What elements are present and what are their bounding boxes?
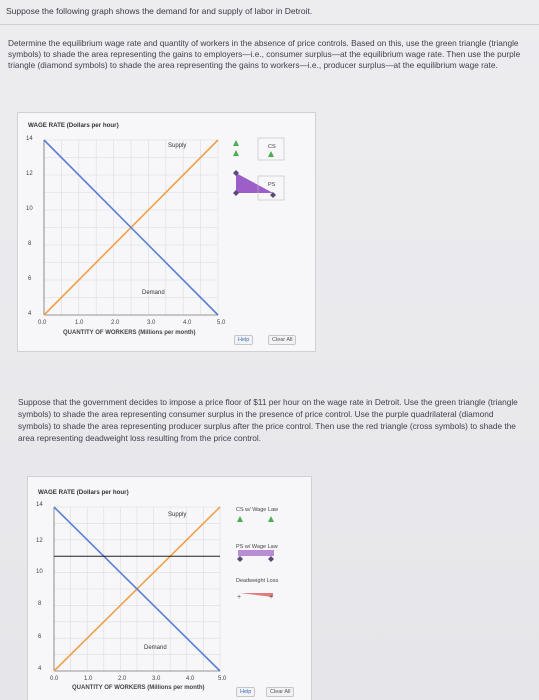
g2-xtick-2: 2.0 (118, 676, 127, 682)
g2-ytick-4: 4 (38, 666, 42, 672)
g2-ps-label: PS w/ Wage Law (236, 544, 278, 550)
g2-supply-label: Supply (168, 512, 187, 518)
g2-xtick-4: 4.0 (186, 676, 195, 682)
g1-ytick-6: 6 (28, 276, 32, 282)
question-line: Suppose the following graph shows the demand for and supply of labor in Detroit. (6, 6, 313, 16)
g2-demand-label: Demand (144, 645, 167, 651)
g1-cs-tool-icon[interactable] (268, 151, 274, 157)
g2-ps-palette-diamond-1[interactable] (237, 556, 243, 562)
g2-xtick-0: 0.0 (50, 676, 59, 682)
divider (0, 24, 539, 25)
g2-help-button[interactable]: Help (236, 687, 255, 697)
g1-cs-palette-triangle-2[interactable] (233, 150, 239, 156)
g1-xlabel: QUANTITY OF WORKERS (Millions per month) (63, 330, 196, 336)
g1-xtick-2: 2.0 (111, 320, 120, 326)
g2-xtick-3: 3.0 (152, 676, 161, 682)
g2-ytick-12: 12 (36, 538, 43, 544)
g2-dwl-label: Deadweight Loss (236, 578, 279, 584)
g1-xtick-3: 3.0 (147, 320, 156, 326)
g2-ytick-10: 10 (36, 569, 43, 575)
g2-xlabel: QUANTITY OF WORKERS (Millions per month) (72, 685, 205, 691)
g2-dwl-cross-1[interactable]: + (237, 594, 242, 601)
graph2-ylabel: WAGE RATE (Dollars per hour) (38, 489, 129, 496)
g2-xtick-1: 1.0 (84, 676, 93, 682)
graph1-ylabel: WAGE RATE (Dollars per hour) (28, 122, 119, 129)
g1-help-button[interactable]: Help (234, 335, 253, 345)
g1-ytick-10: 10 (26, 206, 33, 212)
g1-ytick-14: 14 (26, 136, 33, 142)
g1-xtick-1: 1.0 (75, 320, 84, 326)
g2-ps-palette-shape[interactable] (238, 550, 274, 556)
g2-xtick-5: 5.0 (218, 676, 227, 682)
g2-ps-tool-icon[interactable] (268, 556, 274, 562)
g1-xtick-0: 0.0 (38, 320, 47, 326)
g1-ps-label: PS (268, 182, 276, 188)
g2-cs-label: CS w/ Wage Law (236, 507, 278, 513)
g1-xtick-5: 5.0 (217, 320, 226, 326)
g2-clear-all-button[interactable]: Clear All (266, 687, 294, 697)
graph1-panel (17, 112, 316, 352)
instructions-part1: Determine the equilibrium wage rate and quantity of workers in the absence of price controls. Based on this, use the green triangle (triangle symbols) to shade the area representing the gains to employers—i.e., consumer surplus—at the equilibrium wage rate. Then use the purple triangle (diamond symbols) to shade the area representing the gains to workers—i.e., producer surplus—at the equilibrium wage rate. (8, 38, 521, 70)
g1-supply-label: Supply (168, 143, 187, 149)
g1-ytick-4: 4 (28, 311, 32, 317)
g2-cs-palette-triangle-1[interactable] (237, 516, 243, 522)
g2-dwl-tool-icon[interactable]: + (269, 594, 274, 601)
g2-ytick-6: 6 (38, 634, 42, 640)
g2-ytick-8: 8 (38, 601, 42, 607)
g1-ytick-8: 8 (28, 241, 32, 247)
graph2-panel (27, 476, 312, 700)
g1-cs-label: CS (268, 144, 276, 150)
g1-clear-all-button[interactable]: Clear All (268, 335, 296, 345)
g1-xtick-4: 4.0 (183, 320, 192, 326)
g2-cs-tool-icon[interactable] (268, 516, 274, 522)
g2-ytick-14: 14 (36, 502, 43, 508)
instructions-part2: Suppose that the government decides to impose a price floor of $11 per hour on the wage rate in Detroit. Use the green triangle (triangle symbols) to shade the area representing consumer surplus in the presence of price control. Use the purple quadrilateral (diamond symbols) to shade the area representing producer surplus after the price control. Then use the red triangle (cross symbols) to shade the area representing deadweight loss resulting from the price control. (18, 397, 518, 443)
g1-cs-palette-triangle-1[interactable] (233, 140, 239, 146)
g1-ytick-12: 12 (26, 171, 33, 177)
g1-demand-label: Demand (142, 290, 165, 296)
